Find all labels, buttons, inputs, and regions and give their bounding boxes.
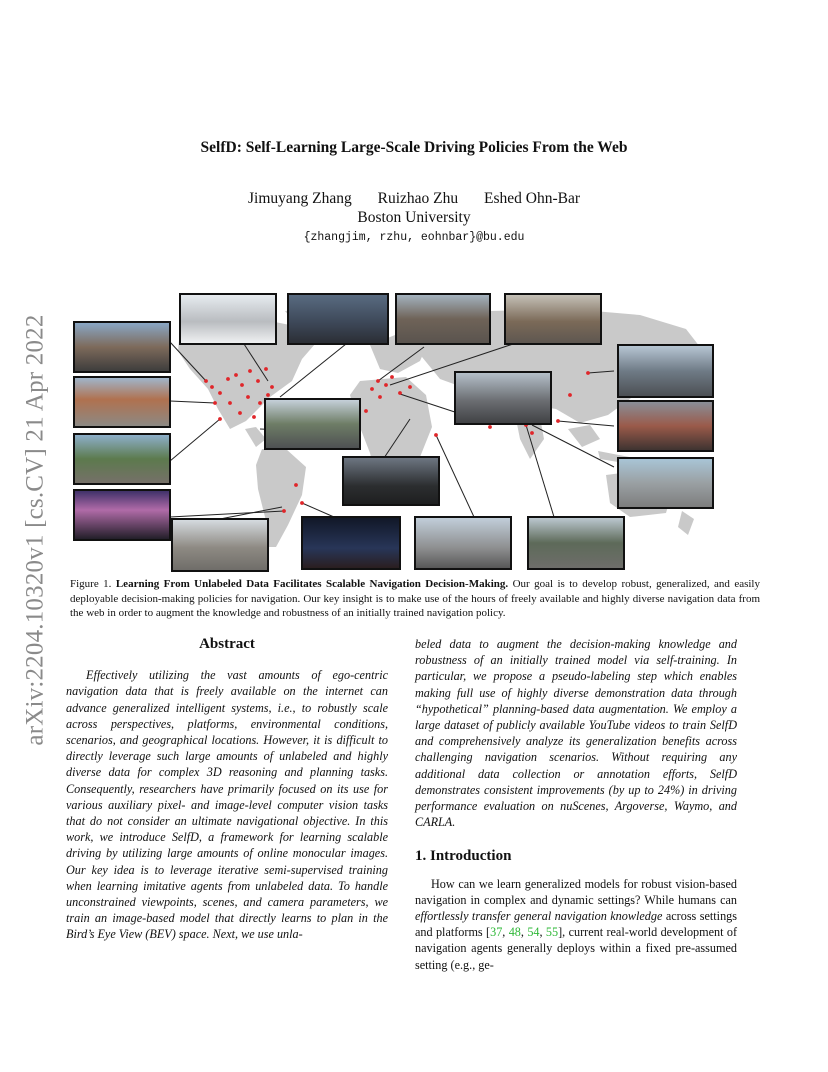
author-name: Jimuyang Zhang [248,190,352,207]
abstract-text-left: Effectively utilizing the vast amounts of ego-centric navigation data that is freely available on the internet can advance generalized intelligent systems, i.e., to robustly scale across perspectives, platforms, environmental conditions, scenarios, and geographical locations. However, it is difficult to directly leverage such large amounts of unlabeled and highly diverse data for complex 3D reasoning and planning tasks. Consequently, researchers have primarily focused on its use for various auxiliary pixel- and image-level computer vision tasks that do not consider an ultimate navigational objective. In this work, we introduce SelfD, a framework for learning scalable driving by utilizing large amounts of online monocular images. Our key idea is to leverage iterative semi-supervised training when learning imitative agents from unlabeled data. To handle unconstrained viewpoints, scenes, and camera parameters, we train an image-based model that directly learns to plan in the Bird’s Eye View (BEV) space. Next, we use unla- [66,668,388,942]
abstract-heading: Abstract [199,636,255,652]
thumbnail-image [528,517,624,569]
caption-text: Our goal is to develop robust, generalized, and easily deployable decision-making policies for navigation. Our key insight is to make use of the hours of freely available and highly diverse navigation data from the web in order to augment the knowledge and robustness of an initially trained navigation policy. [70,578,760,620]
section-heading-introduction: 1. Introduction [415,848,512,865]
thumbnail-image [618,458,713,508]
affiliation: Boston University [357,209,471,226]
right-column [415,636,737,973]
citation-link[interactable]: 55 [545,925,559,940]
thumbnail-image [74,322,170,372]
arxiv-identifier [22,290,50,770]
thumbnail-image [288,294,388,344]
thumbnail-image [618,345,713,397]
intro-emphasis: effortlessly transfer general navigation knowledge [415,909,663,924]
thumbnail-image [74,434,170,484]
citation-link[interactable]: 48 [508,925,521,940]
thumbnail-image [618,401,713,451]
thumbnail-image [74,377,170,427]
abstract-text-right: beled data to augment the decision-making knowledge and robustness of an initially trained model via self-training. In particular, we propose a pseudo-labeling step which enables making full use of highly diverse demonstration data through “hypothetical” planning-based data augmentation. We employ a large dataset of publicly available YouTube videos to train SelfD and comprehensively analyze its generalization benefits across challenging navigation scenarios. Without requiring any additional data collection or annotation efforts, SelfD demonstrates consistent improvements (by up to 24%) in driving performance evaluation on nuScenes, Argoverse, Waymo, and CARLA. [415,637,737,830]
author-name: Ruizhao Zhu [377,190,459,207]
left-column [66,636,388,943]
caption-label: Figure 1. [70,578,112,590]
intro-text-part: ], current real-world development of navigation agents generally deploys within a fixed pre-assumed setting (e.g., ge- [415,925,738,972]
author-list [0,190,828,208]
thumbnail-image [172,519,268,571]
author-name: Eshed Ohn-Bar [484,190,580,207]
arxiv-id-text: arXiv:2204.10320v1 [cs.CV] 21 Apr 2022 [22,314,50,746]
world-map-graphic [70,289,760,573]
thumbnail-image [396,294,490,344]
figure-caption [70,577,760,621]
thumbnail-image [180,294,276,344]
thumbnail-image [455,372,551,424]
thumbnail-image [415,517,511,569]
thumbnail-image [505,294,601,344]
introduction-text: How can we learn generalized models for robust vision-based navigation in complex and dynamic settings? While humans can effortlessly transfer general navigation knowledge across settings and platforms [37, 48, 54, 55], current real-world development of navigation agents generally deploys within a fixed pre-assumed setting (e.g., ge- [415,876,738,972]
paper-title: SelfD: Self-Learning Large-Scale Driving Policies From the Web [200,139,628,156]
author-email: {zhangjim, rzhu, eohnbar}@bu.edu [303,231,525,244]
citation-link[interactable]: 54 [527,925,540,940]
thumbnail-image [74,490,170,540]
intro-text-part: across settings and platforms [ [415,909,737,940]
thumbnail-image [265,399,360,449]
thumbnail-image [302,517,400,569]
caption-title: Learning From Unlabeled Data Facilitates Scalable Navigation Decision-Making. [115,578,509,590]
thumbnail-image [343,457,439,505]
figure-world-map [70,289,760,573]
intro-text-part: How can we learn generalized models for robust vision-based navigation in complex and dynamic settings? While humans can [415,876,737,907]
citation-link[interactable]: 37 [490,925,503,940]
